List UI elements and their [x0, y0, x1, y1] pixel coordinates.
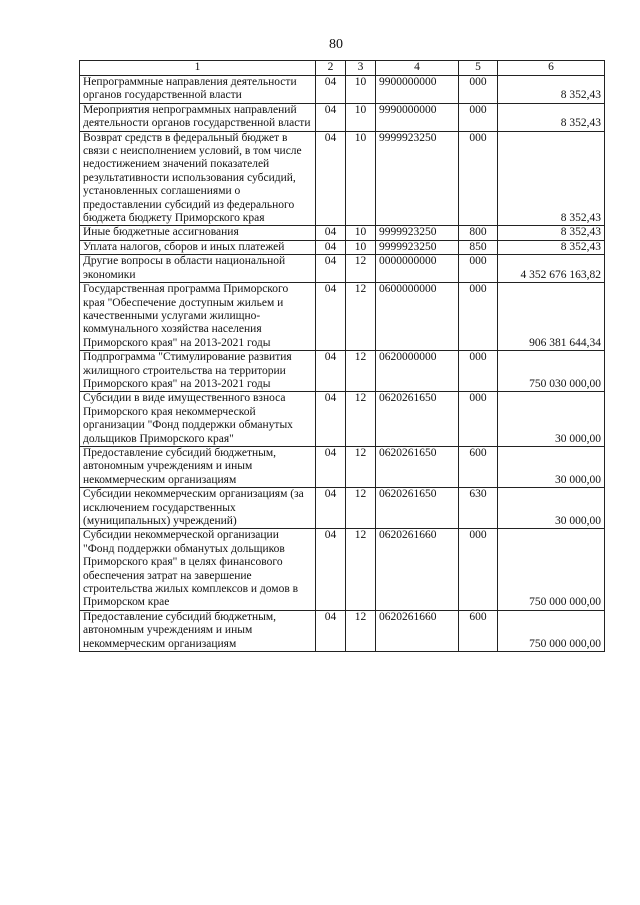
subsection-code-cell: 10 — [346, 226, 376, 240]
section-code-cell: 04 — [316, 610, 346, 651]
row-name-cell: Субсидии некоммерческой организации "Фонд поддержки обманутых дольщиков Приморского края" в целях финансового обеспечения затрат на завершение строительства жилых комплексов и домов в Приморском крае — [80, 529, 316, 610]
section-code-cell: 04 — [316, 446, 346, 487]
section-code-cell: 04 — [316, 255, 346, 283]
row-name-cell: Возврат средств в федеральный бюджет в связи с неисполнением условий, в том числе недостижением значений показателей результативности использования субсидий, установленных соглашениями о предоставлении субсидий из федерального бюджета бюджету Приморского края — [80, 131, 316, 226]
column-header: 4 — [376, 61, 459, 76]
column-header: 2 — [316, 61, 346, 76]
section-code-cell: 04 — [316, 351, 346, 392]
subsection-code-cell: 12 — [346, 488, 376, 529]
expense-type-cell: 630 — [459, 488, 498, 529]
section-code-cell: 04 — [316, 226, 346, 240]
expense-type-cell: 000 — [459, 392, 498, 447]
target-article-cell: 9999923250 — [376, 131, 459, 226]
expense-type-cell: 000 — [459, 529, 498, 610]
subsection-code-cell: 10 — [346, 76, 376, 104]
table-row — [80, 103, 605, 131]
column-header: 3 — [346, 61, 376, 76]
amount-cell: 8 352,43 — [498, 131, 605, 226]
row-name-cell: Мероприятия непрограммных направлений деятельности органов государственной власти — [80, 103, 316, 131]
amount-cell: 30 000,00 — [498, 488, 605, 529]
expense-type-cell: 600 — [459, 610, 498, 651]
table-row — [80, 226, 605, 240]
target-article-cell: 9999923250 — [376, 226, 459, 240]
row-name-cell: Государственная программа Приморского края "Обеспечение доступным жильем и качественными услугами жилищно-коммунального хозяйства населения Приморского края" на 2013-2021 годы — [80, 283, 316, 351]
target-article-cell: 0620261660 — [376, 529, 459, 610]
section-code-cell: 04 — [316, 76, 346, 104]
target-article-cell: 0620261650 — [376, 446, 459, 487]
row-name-cell: Субсидии в виде имущественного взноса Приморского края некоммерческой организации "Фонд поддержки обманутых дольщиков Приморского края" — [80, 392, 316, 447]
table-row — [80, 131, 605, 226]
target-article-cell: 0600000000 — [376, 283, 459, 351]
table-row — [80, 529, 605, 610]
amount-cell: 906 381 644,34 — [498, 283, 605, 351]
table-row — [80, 351, 605, 392]
column-header: 5 — [459, 61, 498, 76]
table-row — [80, 240, 605, 254]
amount-cell: 8 352,43 — [498, 76, 605, 104]
table-row — [80, 610, 605, 651]
table-row — [80, 392, 605, 447]
subsection-code-cell: 12 — [346, 392, 376, 447]
table-row — [80, 488, 605, 529]
target-article-cell: 9999923250 — [376, 240, 459, 254]
row-name-cell: Подпрограмма "Стимулирование развития жилищного строительства на территории Приморского края" на 2013-2021 годы — [80, 351, 316, 392]
expense-type-cell: 000 — [459, 283, 498, 351]
amount-cell: 30 000,00 — [498, 392, 605, 447]
target-article-cell: 0620261660 — [376, 610, 459, 651]
expense-type-cell: 600 — [459, 446, 498, 487]
amount-cell: 8 352,43 — [498, 226, 605, 240]
row-name-cell: Непрограммные направления деятельности органов государственной власти — [80, 76, 316, 104]
target-article-cell: 0620000000 — [376, 351, 459, 392]
subsection-code-cell: 10 — [346, 131, 376, 226]
subsection-code-cell: 10 — [346, 240, 376, 254]
expense-type-cell: 000 — [459, 351, 498, 392]
target-article-cell: 9900000000 — [376, 76, 459, 104]
table-row — [80, 76, 605, 104]
subsection-code-cell: 12 — [346, 446, 376, 487]
subsection-code-cell: 12 — [346, 610, 376, 651]
amount-cell: 4 352 676 163,82 — [498, 255, 605, 283]
row-name-cell: Субсидии некоммерческим организациям (за исключением государственных (муниципальных) учреждений) — [80, 488, 316, 529]
expense-type-cell: 000 — [459, 131, 498, 226]
section-code-cell: 04 — [316, 131, 346, 226]
row-name-cell: Иные бюджетные ассигнования — [80, 226, 316, 240]
target-article-cell: 9990000000 — [376, 103, 459, 131]
section-code-cell: 04 — [316, 488, 346, 529]
subsection-code-cell: 12 — [346, 529, 376, 610]
table-header-row — [80, 61, 605, 76]
target-article-cell: 0620261650 — [376, 488, 459, 529]
expense-type-cell: 000 — [459, 255, 498, 283]
section-code-cell: 04 — [316, 529, 346, 610]
row-name-cell: Предоставление субсидий бюджетным, автономным учреждениям и иным некоммерческим организациям — [80, 446, 316, 487]
subsection-code-cell: 12 — [346, 283, 376, 351]
amount-cell: 8 352,43 — [498, 240, 605, 254]
amount-cell: 750 000 000,00 — [498, 529, 605, 610]
table-row — [80, 255, 605, 283]
target-article-cell: 0620261650 — [376, 392, 459, 447]
table-row — [80, 446, 605, 487]
amount-cell: 8 352,43 — [498, 103, 605, 131]
row-name-cell: Уплата налогов, сборов и иных платежей — [80, 240, 316, 254]
page-number: 80 — [329, 37, 343, 52]
amount-cell: 30 000,00 — [498, 446, 605, 487]
subsection-code-cell: 12 — [346, 255, 376, 283]
column-header: 6 — [498, 61, 605, 76]
row-name-cell: Другие вопросы в области национальной экономики — [80, 255, 316, 283]
subsection-code-cell: 12 — [346, 351, 376, 392]
table-row — [80, 283, 605, 351]
budget-table — [79, 60, 605, 652]
amount-cell: 750 030 000,00 — [498, 351, 605, 392]
expense-type-cell: 000 — [459, 76, 498, 104]
expense-type-cell: 000 — [459, 103, 498, 131]
amount-cell: 750 000 000,00 — [498, 610, 605, 651]
section-code-cell: 04 — [316, 103, 346, 131]
section-code-cell: 04 — [316, 283, 346, 351]
column-header: 1 — [80, 61, 316, 76]
subsection-code-cell: 10 — [346, 103, 376, 131]
section-code-cell: 04 — [316, 392, 346, 447]
row-name-cell: Предоставление субсидий бюджетным, автономным учреждениям и иным некоммерческим организациям — [80, 610, 316, 651]
section-code-cell: 04 — [316, 240, 346, 254]
target-article-cell: 0000000000 — [376, 255, 459, 283]
expense-type-cell: 800 — [459, 226, 498, 240]
expense-type-cell: 850 — [459, 240, 498, 254]
